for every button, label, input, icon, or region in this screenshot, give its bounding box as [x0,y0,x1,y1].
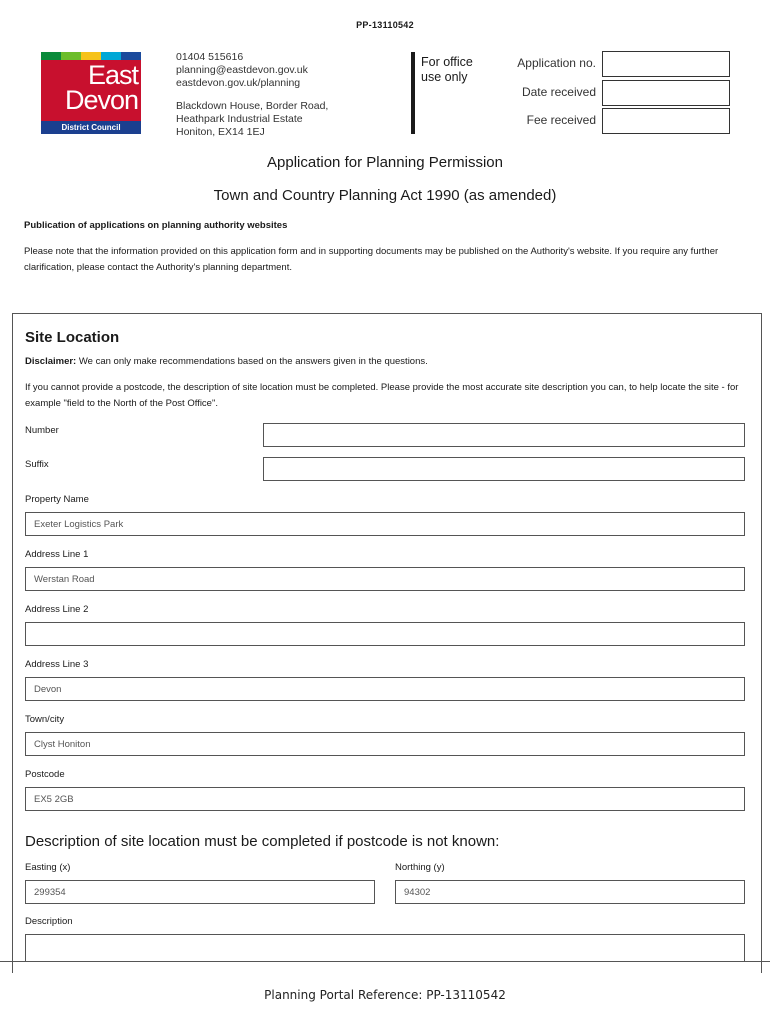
application-no-label: Application no. [517,56,596,70]
postcode-field[interactable]: EX5 2GB [25,787,745,811]
publication-text: Please note that the information provided on this application form and in supporting documents may be published on the Authority's website. If you require any further clarification, please contact the Authority's planning department. [24,246,719,273]
disclaimer: Disclaimer: We can only make recommendations based on the answers given in the questions. [25,356,428,367]
logo-subtitle: District Council [41,121,141,134]
site-location-title: Site Location [25,329,120,346]
form-act-title: Town and Country Planning Act 1990 (as amended) [213,187,557,204]
footer-reference: Planning Portal Reference: PP-13110542 [264,988,506,1002]
form-title: Application for Planning Permission [267,154,503,171]
office-divider [411,52,415,134]
town-city-field[interactable]: Clyst Honiton [25,732,745,756]
site-location-info: If you cannot provide a postcode, the description of site location must be completed. Please provide the most accurate site description you can, to help locate the site - for example "field to the North of the Post Office". [25,382,739,409]
description-field[interactable] [25,934,745,961]
logo-word-devon: Devon [64,85,138,115]
number-label: Number [25,425,59,436]
reference-number: PP-13110542 [356,20,414,30]
page-break-line [0,961,770,962]
property-name-label: Property Name [25,494,89,505]
logo-word-east: East [87,60,138,90]
suffix-field[interactable] [263,457,745,481]
east-devon-logo [41,52,141,134]
easting-field[interactable]: 299354 [25,880,375,904]
date-received-field[interactable] [602,80,730,106]
postcode-label: Postcode [25,769,65,780]
property-name-field[interactable]: Exeter Logistics Park [25,512,745,536]
town-city-label: Town/city [25,714,65,725]
contact-address-line2: Heathpark Industrial Estate [176,113,303,125]
site-description-heading: Description of site location must be completed if postcode is not known: [25,833,500,850]
fee-received-label: Fee received [526,113,596,127]
address-line2-field[interactable] [25,622,745,646]
contact-email: planning@eastdevon.gov.uk [176,64,308,76]
fee-received-field[interactable] [602,108,730,134]
address-line1-field[interactable]: Werstan Road [25,567,745,591]
northing-field[interactable]: 94302 [395,880,745,904]
office-fee-received-row [490,108,730,134]
publication-heading: Publication of applications on planning authority websites [24,220,288,231]
address-line3-label: Address Line 3 [25,659,89,670]
northing-label: Northing (y) [395,862,445,873]
easting-label: Easting (x) [25,862,71,873]
description-label: Description [25,916,73,927]
address-line1-label: Address Line 1 [25,549,89,560]
contact-address-line1: Blackdown House, Border Road, [176,100,329,112]
contact-website: eastdevon.gov.uk/planning [176,77,301,89]
number-field[interactable] [263,423,745,447]
application-no-field[interactable] [602,51,730,77]
address-line2-label: Address Line 2 [25,604,89,615]
office-date-received-row [490,80,730,106]
suffix-label: Suffix [25,459,49,470]
address-line3-field[interactable]: Devon [25,677,745,701]
contact-address-line3: Honiton, EX14 1EJ [176,126,265,138]
date-received-label: Date received [521,85,596,99]
office-use-heading: For office use only [421,55,473,84]
contact-block [176,51,328,139]
office-application-no-row [490,51,730,77]
contact-phone: 01404 515616 [176,51,244,63]
